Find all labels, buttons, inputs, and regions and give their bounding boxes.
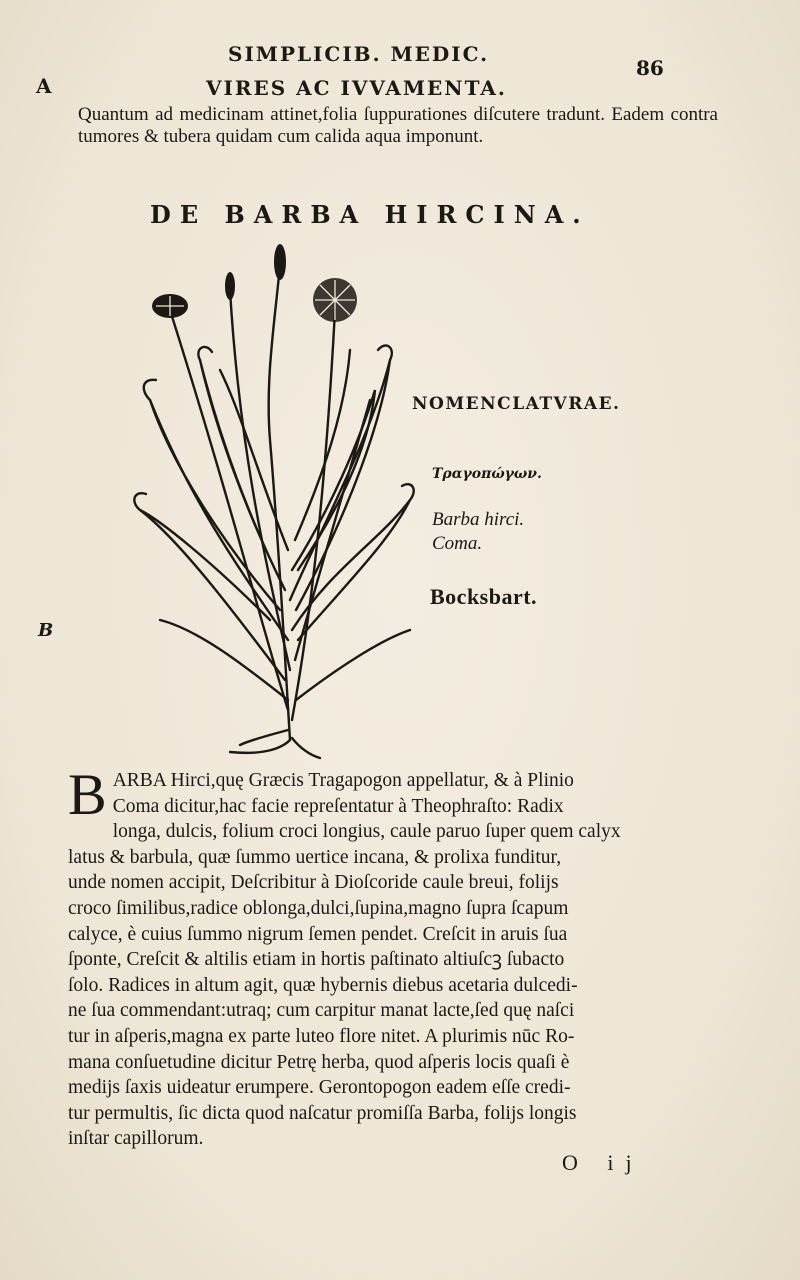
goatsbeard-woodcut-illustration: [120, 240, 420, 760]
body-line: ſponte, Creſcit & altilis etiam in hortis paſtinato altiuſcꝫ ſubacto: [68, 949, 565, 971]
intro-paragraph: [78, 104, 718, 148]
body-line: unde nomen accipit, Deſcribitur à Dioſcoride caule breui, folijs: [68, 872, 559, 894]
nomenclature-title: NOMENCLATVRAE.: [412, 394, 621, 414]
body-line: inſtar capillorum.: [68, 1128, 204, 1150]
body-line: calyce, è cuius ſummo nigrum ſemen pendet. Creſcit in aruis ſua: [68, 923, 568, 945]
running-head: SIMPLICIB. MEDIC.: [228, 42, 490, 66]
page-number: 86: [636, 56, 664, 80]
body-line: latus & barbula, quæ ſummo uertice incana, & prolixa funditur,: [68, 846, 562, 868]
body-line: Coma dicitur,hac facie repreſentatur à Theophraſto: Radix: [112, 795, 564, 817]
body-line: longa, dulcis, folium croci longius, caule paruo ſuper quem calyx: [112, 821, 621, 843]
greek-name: Τραγοπώγων.: [432, 466, 542, 482]
latin-name-2: Coma.: [432, 533, 483, 554]
margin-marker-b: B: [38, 620, 54, 641]
body-line: ne ſua commendant:utraq; cum carpitur manat lacte,ſed quę naſci: [68, 1000, 575, 1022]
body-line: ſolo. Radices in altum agit, quæ hybernis diebus acetaria dulcedi-: [68, 974, 578, 996]
section-heading: VIRES AC IVVAMENTA.: [206, 76, 507, 100]
drop-cap: B: [68, 762, 107, 827]
body-line: mana conſuetudine dicitur Petrę herba, quod aſperis locis quaſi è: [68, 1051, 570, 1073]
latin-name-1: Barba hirci.: [432, 509, 525, 530]
body-line: medijs ſaxis uideatur erumpere. Gerontopogon eadem eſſe credi-: [68, 1077, 571, 1099]
chapter-title: DE BARBA HIRCINA.: [150, 200, 590, 229]
signature-mark: O ij: [562, 1150, 644, 1175]
german-name: Bocksbart.: [430, 584, 538, 609]
body-line: tur in aſperis,magna ex parte luteo flore nitet. A plurimis nūc Ro-: [68, 1025, 575, 1047]
body-line: tur permultis, ſic dicta quod naſcatur promiſſa Barba, folijs longis: [68, 1102, 577, 1124]
body-line: croco ſimilibus,radice oblonga,dulci,ſupina,magno ſupra ſcapum: [68, 897, 569, 919]
body-paragraph: [68, 762, 688, 1152]
body-line: ARBA Hirci,quę Græcis Tragapogon appellatur, & à Plinio: [112, 770, 574, 791]
margin-marker-a: A: [36, 74, 52, 98]
latin-names: [432, 508, 524, 556]
intro-text: Quantum ad medicinam attinet,folia ſuppurationes diſcutere tradunt. Eadem contra tumores & tubera quidam cum calida aqua imponunt.: [78, 104, 718, 147]
